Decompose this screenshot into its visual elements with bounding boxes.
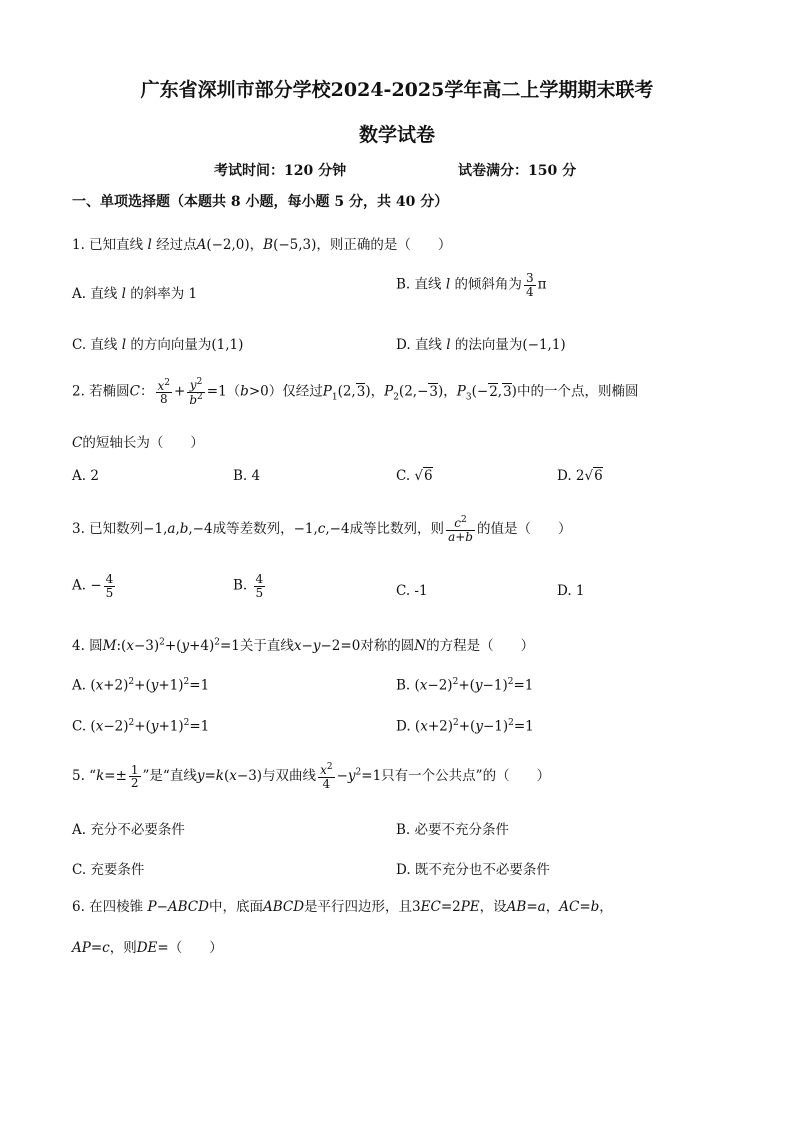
question-5-stem: 5. “k=± $\frac{1}{2}$ ”是“直线y=k(x−3)与双曲线 $\frac{x^2}{4}$ $-y^2=1$只有一个公共点”的（ ） (72, 762, 551, 791)
question-2-option-c: C. √6 (396, 468, 433, 484)
question-5-option-d: D. 既不充分也不必要条件 (396, 862, 550, 878)
question-1-stem: 1. 已知直线 l 经过点A(−2,0)，B(−5,3)，则正确的是（ ） (72, 237, 452, 253)
question-1-option-c: C. 直线 l 的方向向量为(1,1) (72, 337, 244, 353)
exam-title: 广东省深圳市部分学校2024-2025学年高二上学期期末联考 (140, 79, 654, 101)
question-4-option-c: C. $(x-2)^2+(y+1)^2=1$ (72, 718, 210, 735)
question-1-option-b: B. 直线 l 的倾斜角为 $\frac{3}{4}$ π (396, 271, 547, 299)
exam-score: 试卷满分：150 分 (458, 163, 577, 179)
question-3-option-a: A. − $\frac{4}{5}$ (72, 572, 114, 600)
question-3-stem: 3. 已知数列−1,a,b,−4成等差数列，−1,c,−4成等比数列，则 $\frac{c^2}{a+b}$ 的值是（ ） (72, 515, 572, 544)
question-3-option-d: D. 1 (557, 583, 585, 599)
question-5-option-c: C. 充要条件 (72, 862, 145, 878)
question-4-option-d: D. $(x+2)^2+(y-1)^2=1$ (396, 718, 534, 735)
question-5-option-b: B. 必要不充分条件 (396, 822, 510, 838)
question-4-option-a: A. $(x+2)^2+(y+1)^2=1$ (72, 677, 210, 694)
question-4-stem: 4. 圆$M:(x-3)^2+(y+4)^2=1$关于直线x−y−2=0对称的圆N的方程是（ ） (72, 637, 535, 654)
question-3-option-c: C. -1 (396, 583, 428, 599)
question-3-option-b: B. $\frac{4}{5}$ (233, 572, 264, 600)
question-2-option-b: B. 4 (233, 468, 261, 484)
question-2-option-d: D. 2√6 (557, 468, 603, 484)
exam-time: 考试时间：120 分钟 (214, 163, 347, 179)
question-1-option-d: D. 直线 l 的法向量为(−1,1) (396, 337, 566, 353)
question-4-option-b: B. $(x-2)^2+(y-1)^2=1$ (396, 677, 534, 694)
question-2-stem-cont: C的短轴长为（ ） (72, 435, 204, 451)
question-6-stem: 6. 在四棱锥 P−ABCD中，底面ABCD是平行四边形，且3EC=2PE，设AB=a，AC=b， (72, 899, 613, 915)
question-6-stem-cont: AP=c，则DE=（ ） (72, 940, 223, 956)
exam-subject: 数学试卷 (358, 124, 435, 146)
section-heading: 一、单项选择题（本题共 8 小题，每小题 5 分，共 40 分） (72, 194, 449, 210)
question-1-option-a: A. 直线 l 的斜率为 1 (72, 286, 198, 302)
question-2-option-a: A. 2 (72, 468, 99, 484)
question-2-stem: 2. 若椭圆C： $\frac{x^2}{8}$ + $\frac{y^2}{b^2}$ =1（b>0）仅经过$P_1(2,3)$，$P_2(2,-3)$，$P_3(-2,3)$中的一个点，则椭圆 (72, 377, 639, 407)
question-5-option-a: A. 充分不必要条件 (72, 822, 185, 838)
